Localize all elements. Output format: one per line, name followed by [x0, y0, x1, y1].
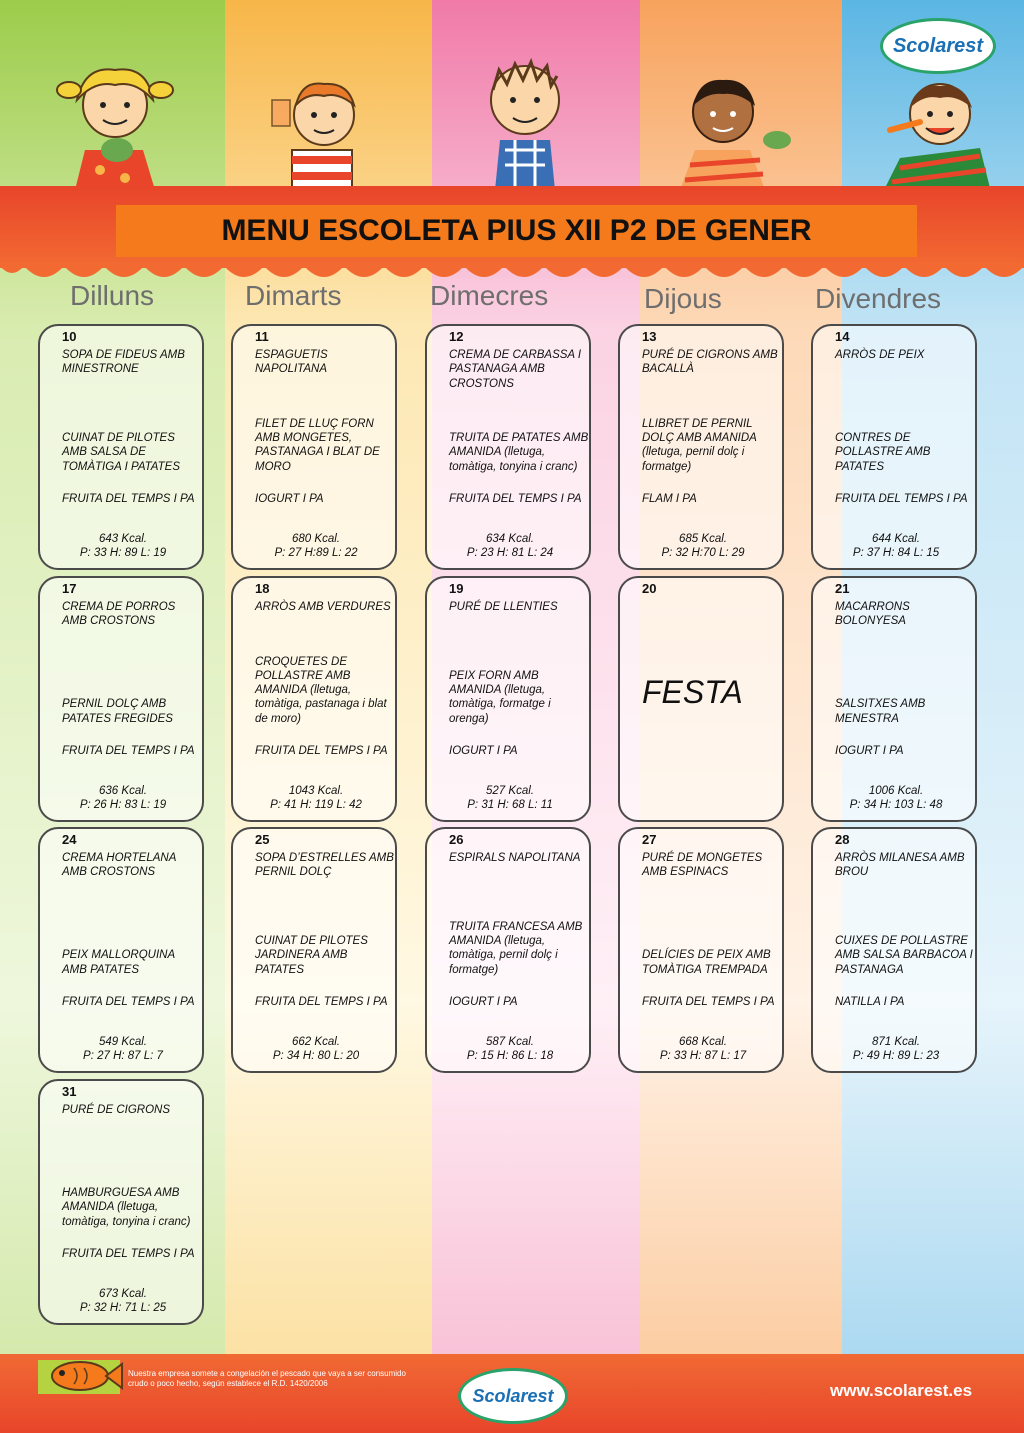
day-number: 28	[835, 832, 850, 847]
calories: 1006 Kcal.	[868, 785, 924, 797]
calories: 871 Kcal.	[872, 1036, 920, 1048]
dessert: FRUITA DEL TEMPS I PA	[62, 1248, 195, 1260]
second-course: PEIX MALLORQUINA AMB PATATES	[62, 949, 175, 976]
macros: P: 37 H: 84 L: 15	[852, 547, 940, 559]
dessert: FRUITA DEL TEMPS I PA	[62, 996, 195, 1008]
menu-card-day-11	[231, 324, 397, 570]
day-header-wednesday: Dimecres	[430, 280, 549, 311]
menu-card-day-17	[38, 576, 204, 822]
second-course: PEIX FORN AMB AMANIDA (lletuga, tomàtiga, formatge i orenga)	[449, 669, 551, 725]
dessert: FRUITA DEL TEMPS I PA	[255, 745, 388, 757]
kid-juice-icon	[262, 70, 382, 190]
first-course: ESPAGUETIS NAPOLITANA	[255, 349, 328, 376]
first-course: PURÉ DE CIGRONS	[62, 1104, 170, 1116]
second-course: SALSITXES AMB MENESTRA	[835, 698, 926, 725]
day-number: 27	[642, 832, 657, 847]
kid-girl-dark-icon	[665, 70, 795, 190]
menu-card-day-10	[38, 324, 204, 570]
macros: P: 34 H: 80 L: 20	[272, 1050, 360, 1062]
macros: P: 23 H: 81 L: 24	[466, 547, 554, 559]
second-course: CROQUETES DE POLLASTRE AMB AMANIDA (lletuga, tomàtiga, pastanaga i blat de moro)	[255, 655, 387, 725]
menu-card-day-31	[38, 1079, 204, 1325]
freezing-note: Nuestra empresa somete a congelación el pescado que vaya a ser consumido crudo o poco hecho, según establece el R.D. 1420/2006	[128, 1369, 406, 1388]
kid-carrot-icon	[880, 78, 1000, 188]
first-course: MACARRONS BOLONYESA	[835, 601, 910, 628]
day-number: 19	[449, 581, 464, 596]
macros: P: 41 H: 119 L: 42	[270, 799, 362, 811]
day-number: 10	[62, 329, 77, 344]
macros: P: 32 H: 71 L: 25	[79, 1302, 167, 1314]
calories: 587 Kcal.	[486, 1036, 534, 1048]
calories: 636 Kcal.	[99, 785, 147, 797]
day-number: 24	[62, 832, 77, 847]
menu-card-day-19	[425, 576, 591, 822]
second-course: CONTRES DE POLLASTRE AMB PATATES	[835, 432, 931, 473]
website-link[interactable]: www.scolarest.es	[830, 1381, 973, 1400]
dessert: FLAM I PA	[642, 493, 697, 505]
first-course: CREMA HORTELANA AMB CROSTONS	[62, 852, 176, 879]
day-number: 12	[449, 329, 464, 344]
dessert: FRUITA DEL TEMPS I PA	[62, 493, 195, 505]
day-number: 11	[255, 329, 269, 344]
macros: P: 15 H: 86 L: 18	[466, 1050, 554, 1062]
day-header-monday: Dilluns	[70, 280, 155, 311]
day-header-thursday: Dijous	[644, 283, 722, 314]
dessert: FRUITA DEL TEMPS I PA	[835, 493, 968, 505]
menu-card-day-18	[231, 576, 397, 822]
dessert: IOGURT I PA	[449, 996, 518, 1008]
first-course: PURÉ DE MONGETES AMB ESPINACS	[642, 852, 763, 879]
first-course: ARRÒS MILANESA AMB BROU	[835, 852, 965, 879]
first-course: ARRÒS DE PEIX	[835, 349, 925, 361]
holiday-label: FESTA	[642, 674, 743, 710]
menu-card-day-27	[618, 827, 784, 1073]
calories: 668 Kcal.	[679, 1036, 727, 1048]
menu-card-day-13	[618, 324, 784, 570]
scolarest-logo: Scolarest	[880, 18, 996, 74]
dessert: IOGURT I PA	[835, 745, 904, 757]
macros: P: 27 H:89 L: 22	[274, 547, 358, 559]
day-number: 13	[642, 329, 657, 344]
menu-card-day-14	[811, 324, 977, 570]
second-course: CUINAT DE PILOTES JARDINERA AMB PATATES	[255, 935, 368, 976]
dessert: FRUITA DEL TEMPS I PA	[449, 493, 582, 505]
day-number: 17	[62, 581, 77, 596]
calories: 1043 Kcal.	[288, 785, 344, 797]
second-course: CUIXES DE POLLASTRE AMB SALSA BARBACOA I PASTANAGA	[835, 935, 973, 976]
macros: P: 32 H:70 L: 29	[661, 547, 745, 559]
macros: P: 33 H: 87 L: 17	[659, 1050, 747, 1062]
calories: 662 Kcal.	[292, 1036, 340, 1048]
day-number: 14	[835, 329, 850, 344]
day-number: 20	[642, 581, 657, 596]
menu-card-day-24	[38, 827, 204, 1073]
day-number: 21	[835, 581, 850, 596]
page-title: MENU ESCOLETA PIUS XII P2 DE GENER	[116, 205, 917, 257]
day-number: 31	[62, 1084, 77, 1099]
dessert: FRUITA DEL TEMPS I PA	[642, 996, 775, 1008]
macros: P: 33 H: 89 L: 19	[79, 547, 167, 559]
dessert: FRUITA DEL TEMPS I PA	[255, 996, 388, 1008]
menu-card-day-28	[811, 827, 977, 1073]
calories: 549 Kcal.	[99, 1036, 147, 1048]
first-course: PURÉ DE LLENTIES	[449, 601, 558, 613]
calories: 644 Kcal.	[872, 533, 920, 545]
macros: P: 34 H: 103 L: 48	[849, 799, 943, 811]
dessert: IOGURT I PA	[449, 745, 518, 757]
second-course: FILET DE LLUÇ FORN AMB MONGETES, PASTANAGA I BLAT DE MORO	[255, 417, 380, 473]
second-course: DELÍCIES DE PEIX AMB TOMÀTIGA TREMPADA	[642, 949, 771, 976]
second-course: HAMBURGUESA AMB AMANIDA (lletuga, tomàtiga, tonyina i cranc)	[62, 1187, 191, 1228]
macros: P: 49 H: 89 L: 23	[852, 1050, 940, 1062]
day-header-tuesday: Dimarts	[245, 280, 342, 311]
first-course: CREMA DE PORROS AMB CROSTONS	[62, 601, 176, 628]
second-course: LLIBRET DE PERNIL DOLÇ AMB AMANIDA (lletuga, pernil dolç i formatge)	[642, 417, 757, 473]
dessert: FRUITA DEL TEMPS I PA	[62, 745, 195, 757]
macros: P: 27 H: 87 L: 7	[83, 1050, 163, 1062]
dessert: IOGURT I PA	[255, 493, 324, 505]
first-course: PURÉ DE CIGRONS AMB BACALLÀ	[642, 349, 778, 376]
first-course: CREMA DE CARBASSA I PASTANAGA AMB CROSTONS	[449, 349, 582, 390]
second-course: TRUITA DE PATATES AMB AMANIDA (lletuga, tomàtiga, tonyina i cranc)	[449, 432, 589, 473]
first-course: SOPA D’ESTRELLES AMB PERNIL DOLÇ	[255, 852, 394, 879]
first-course: SOPA DE FIDEUS AMB MINESTRONE	[62, 349, 185, 376]
second-course: PERNIL DOLÇ AMB PATATES FREGIDES	[62, 698, 173, 725]
day-number: 25	[255, 832, 270, 847]
dessert: NATILLA I PA	[835, 996, 905, 1008]
menu-card-day-25	[231, 827, 397, 1073]
second-course: CUINAT DE PILOTES AMB SALSA DE TOMÀTIGA I PATATES	[62, 432, 180, 473]
calories: 634 Kcal.	[486, 533, 534, 545]
fish-icon	[44, 1356, 124, 1396]
calories: 685 Kcal.	[679, 533, 727, 545]
calories: 673 Kcal.	[99, 1288, 147, 1300]
first-course: ESPIRALS NAPOLITANA	[449, 852, 581, 864]
kid-boy-icon	[465, 50, 585, 190]
calories: 680 Kcal.	[292, 533, 340, 545]
menu-card-day-26	[425, 827, 591, 1073]
menu-card-day-20	[618, 576, 784, 822]
macros: P: 31 H: 68 L: 11	[467, 799, 553, 811]
day-number: 18	[255, 581, 270, 596]
macros: P: 26 H: 83 L: 19	[79, 799, 167, 811]
second-course: TRUITA FRANCESA AMB AMANIDA (lletuga, tomàtiga, pernil dolç i formatge)	[449, 920, 583, 976]
first-course: ARRÒS AMB VERDURES	[255, 601, 391, 613]
calories: 527 Kcal.	[486, 785, 534, 797]
kid-girl-icon	[55, 60, 175, 190]
calories: 643 Kcal.	[99, 533, 147, 545]
scolarest-logo-bottom: Scolarest	[458, 1368, 568, 1424]
menu-card-day-21	[811, 576, 977, 822]
day-number: 26	[449, 832, 464, 847]
menu-card-day-12	[425, 324, 591, 570]
day-header-friday: Divendres	[815, 283, 942, 314]
